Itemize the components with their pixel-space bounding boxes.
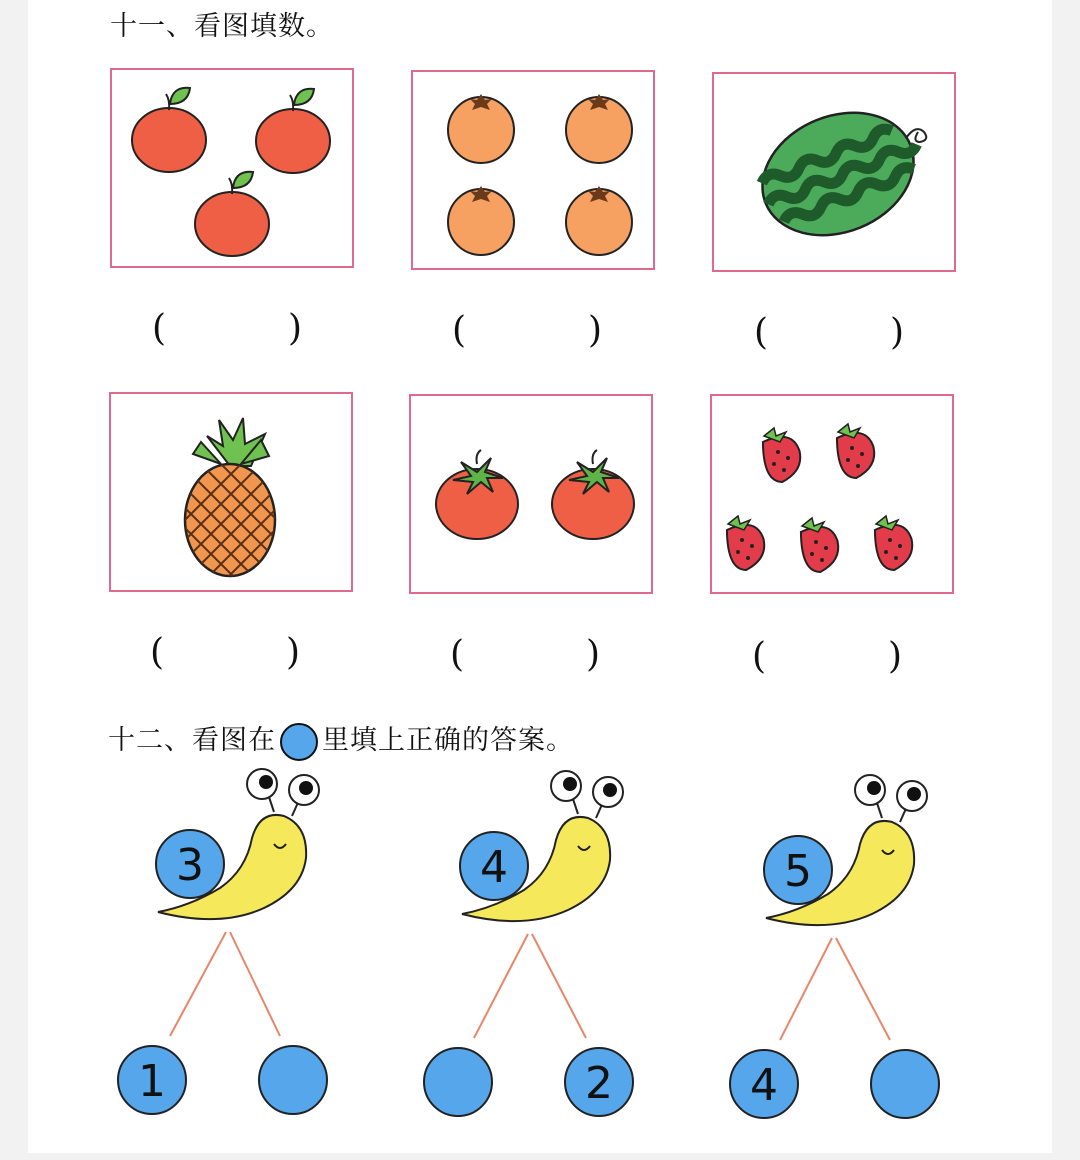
watermelon-icon <box>714 74 954 270</box>
answer-blank-apple[interactable]: ( ) <box>152 308 302 349</box>
section-11-heading: 十一、看图填数。 <box>110 11 334 42</box>
tree-3-left-number: 4 <box>750 1060 778 1111</box>
tree-1-top-number: 3 <box>176 840 204 891</box>
strawberry-icon <box>712 396 952 592</box>
worksheet-page <box>28 0 1052 1153</box>
tree-2-top-number: 4 <box>480 842 508 893</box>
tree-2-right-number: 2 <box>585 1058 613 1109</box>
section-12-heading: 十二、看图在 里填上正确的答案。 <box>108 718 574 761</box>
pineapple-frame <box>109 392 353 592</box>
answer-blank-strawberry[interactable]: ( ) <box>752 636 902 677</box>
apple-frame <box>110 68 354 268</box>
number-tree-2 <box>460 771 623 1038</box>
answer-blank-pineapple[interactable]: ( ) <box>150 632 300 673</box>
orange-frame <box>411 70 655 270</box>
answer-blank-orange[interactable]: ( ) <box>452 310 602 351</box>
number-tree-1 <box>156 769 319 1036</box>
circle-icon <box>280 723 318 761</box>
tree-3-right-circle[interactable] <box>871 1050 939 1118</box>
tree-1-left-number: 1 <box>138 1056 166 1107</box>
apple-icon <box>112 70 352 266</box>
orange-icon <box>413 72 653 268</box>
answer-blank-tomato[interactable]: ( ) <box>450 634 600 675</box>
snail-trees <box>28 760 1052 1160</box>
number-tree-3 <box>764 775 927 1040</box>
tree-1-right-circle[interactable] <box>259 1046 327 1114</box>
answer-blank-watermelon[interactable]: ( ) <box>754 312 904 353</box>
tree-2-left-circle[interactable] <box>424 1048 492 1116</box>
strawberry-frame <box>710 394 954 594</box>
pineapple-icon <box>111 394 351 590</box>
tomato-icon <box>411 396 651 592</box>
watermelon-frame <box>712 72 956 272</box>
tree-3-top-number: 5 <box>784 846 812 897</box>
tomato-frame <box>409 394 653 594</box>
